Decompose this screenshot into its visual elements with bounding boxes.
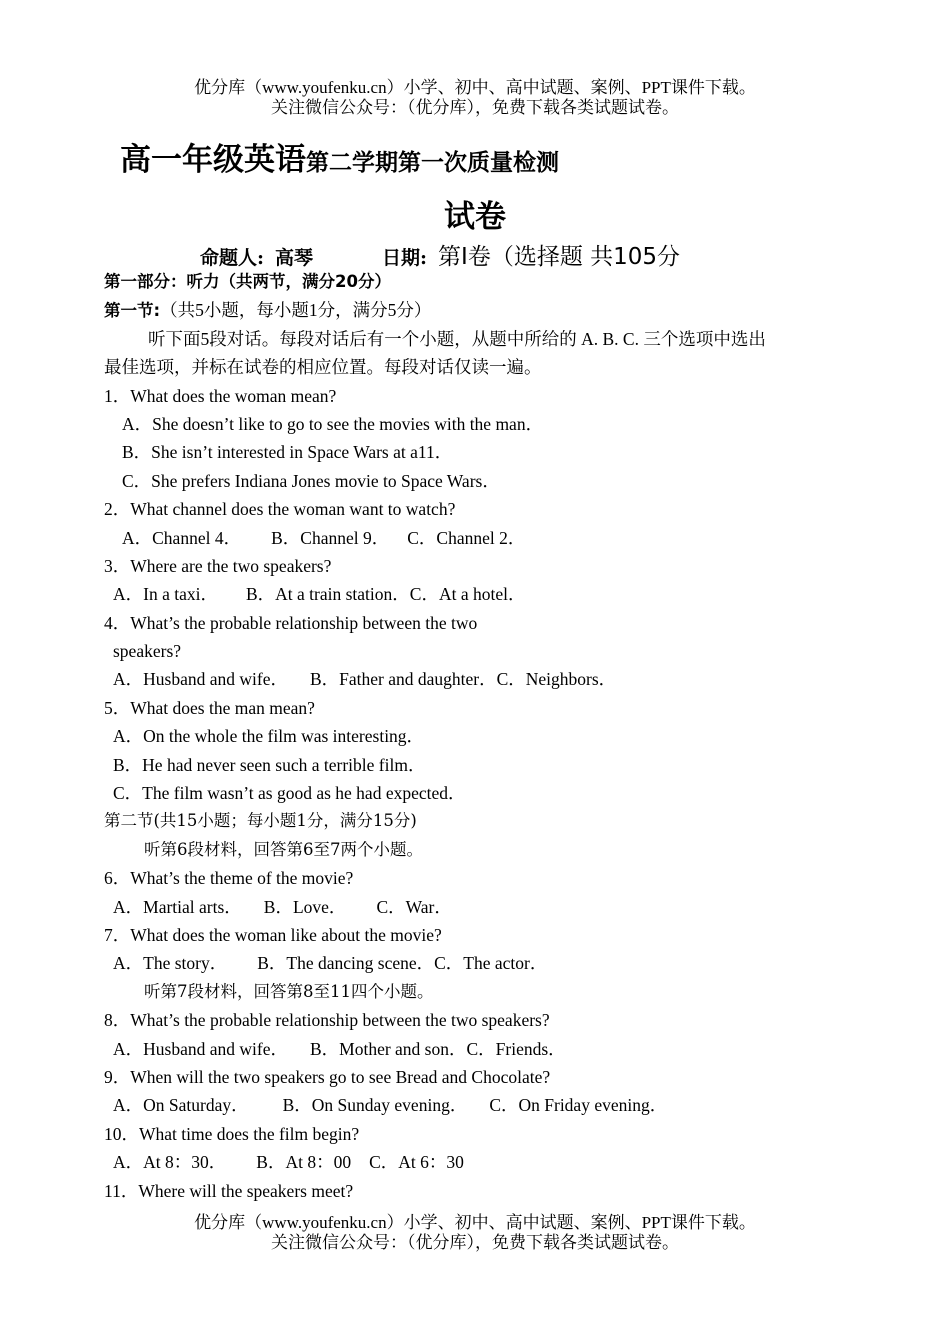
section1-heading xyxy=(104,296,854,324)
question-8-options xyxy=(104,1035,854,1063)
question-8-option-b: B．Mother and son． xyxy=(309,1038,467,1059)
question-6-options xyxy=(104,893,854,921)
material-7-instruction: 听第7段材料，回答第8至11四个小题。 xyxy=(144,981,434,1001)
exam-title xyxy=(120,134,559,179)
question-2-option-b: B．Channel 9． xyxy=(271,527,390,548)
title-subject: 高一年级英语 xyxy=(120,142,306,178)
question-9-option-b: B．On Sunday evening． xyxy=(282,1095,468,1116)
question-2-option-a: A．Channel 4． xyxy=(122,527,242,548)
question-2-stem: 2．What channel does the woman want to watch? xyxy=(104,499,456,520)
question-7-options xyxy=(104,949,854,977)
question-10-option-b: B．At 8：00 xyxy=(256,1152,352,1173)
question-6-option-a: A．Martial arts． xyxy=(113,896,242,917)
question-1-stem: 1．What does the woman mean? xyxy=(104,385,337,406)
question-7-stem: 7．What does the woman like about the movie? xyxy=(104,924,442,945)
question-6-option-b: B．Love． xyxy=(263,896,347,917)
author-label: 命题人: xyxy=(200,247,265,269)
date-label: 日期: xyxy=(382,247,428,269)
question-1-option-a: A．She doesn’t like to go to see the movies with the man． xyxy=(122,413,544,434)
question-2-option-c: C．Channel 2． xyxy=(407,527,526,548)
section2-heading: 第二节(共15小题；每小题1分，满分15分) xyxy=(104,811,417,831)
question-9-options xyxy=(104,1091,854,1119)
exam-content xyxy=(104,268,854,1205)
question-5-option-a: A．On the whole the film was interesting． xyxy=(113,726,425,747)
question-5-option-b: B．He had never seen such a terrible film． xyxy=(113,754,426,775)
question-8-stem: 8．What’s the probable relationship between the two speakers? xyxy=(104,1010,550,1031)
question-3-option-a: A．In a taxi． xyxy=(113,584,218,605)
question-6-option-c: C．War． xyxy=(376,896,452,917)
footer-line-1: 优分库（www.youfenku.cn）小学、初中、高中试题、案例、PPT课件下载。 xyxy=(194,1213,756,1232)
question-5-option-c: C．The film wasn’t as good as he had expected． xyxy=(113,783,466,804)
question-10-stem: 10．What time does the film begin? xyxy=(104,1123,360,1144)
question-7-option-a: A．The story． xyxy=(113,953,228,974)
question-5-stem: 5．What does the man mean? xyxy=(104,697,315,718)
part-one-label: 第Ⅰ卷（选择题 共105分 xyxy=(438,244,681,270)
question-3-options xyxy=(104,580,854,608)
question-1-option-c: C．She prefers Indiana Jones movie to Space Wars． xyxy=(122,470,500,491)
question-9-option-a: A．On Saturday． xyxy=(113,1095,249,1116)
author-name: 高琴 xyxy=(275,247,314,269)
question-4-option-c: C．Neighbors． xyxy=(496,669,617,690)
section1-instructions-1: 听下面5段对话。每段对话后有一个小题，从题中所给的 A. B. C. 三个选项中选出 xyxy=(148,328,766,349)
question-9-stem: 9．When will the two speakers go to see Bread and Chocolate? xyxy=(104,1066,551,1087)
question-4-option-a: A．Husband and wife． xyxy=(113,669,288,690)
question-11-stem: 11．Where will the speakers meet? xyxy=(104,1180,354,1201)
material-6-instruction: 听第6段材料，回答第6至7两个小题。 xyxy=(144,839,423,859)
question-8-option-a: A．Husband and wife． xyxy=(113,1038,288,1059)
question-4-stem: 4．What’s the probable relationship between the two xyxy=(104,612,478,633)
question-10-options xyxy=(104,1148,854,1176)
question-1-option-b: B．She isn’t interested in Space Wars at a11． xyxy=(122,442,453,463)
part1-heading: 第一部分：听力（共两节，满分20分） xyxy=(104,272,391,291)
section1-label: 第一节: xyxy=(104,301,161,321)
section1-instructions-2: 最佳选项，并标在试卷的相应位置。每段对话仅读一遍。 xyxy=(104,357,542,378)
question-7-option-b: B．The dancing scene． xyxy=(257,953,435,974)
question-7-option-c: C．The actor． xyxy=(434,953,548,974)
header-line-1: 优分库（www.youfenku.cn）小学、初中、高中试题、案例、PPT课件下载。 xyxy=(194,78,756,97)
question-3-option-b: B．At a train station． xyxy=(245,584,410,605)
question-3-option-c: C．At a hotel． xyxy=(409,584,526,605)
question-3-stem: 3．Where are the two speakers? xyxy=(104,555,332,576)
exam-title-line-2: 试卷 xyxy=(444,199,506,235)
question-6-stem: 6．What’s the theme of the movie? xyxy=(104,868,354,889)
question-2-options xyxy=(104,524,854,552)
question-8-option-c: C．Friends． xyxy=(466,1038,566,1059)
question-10-option-c: C．At 6：30 xyxy=(369,1152,464,1173)
header-line-2: 关注微信公众号：（优分库），免费下载各类试题试卷。 xyxy=(271,98,679,117)
question-4-option-b: B．Father and daughter． xyxy=(309,669,497,690)
question-4-stem-cont: speakers? xyxy=(113,641,182,662)
question-4-options xyxy=(104,665,854,693)
question-9-option-c: C．On Friday evening． xyxy=(489,1095,668,1116)
section1-note: （共5小题，每小题1分，满分5分） xyxy=(160,300,432,321)
title-term: 第二学期第一次质量检测 xyxy=(306,150,559,176)
footer-line-2: 关注微信公众号：（优分库），免费下载各类试题试卷。 xyxy=(271,1233,679,1252)
exam-meta xyxy=(200,238,680,271)
question-10-option-a: A．At 8：30． xyxy=(113,1152,227,1173)
